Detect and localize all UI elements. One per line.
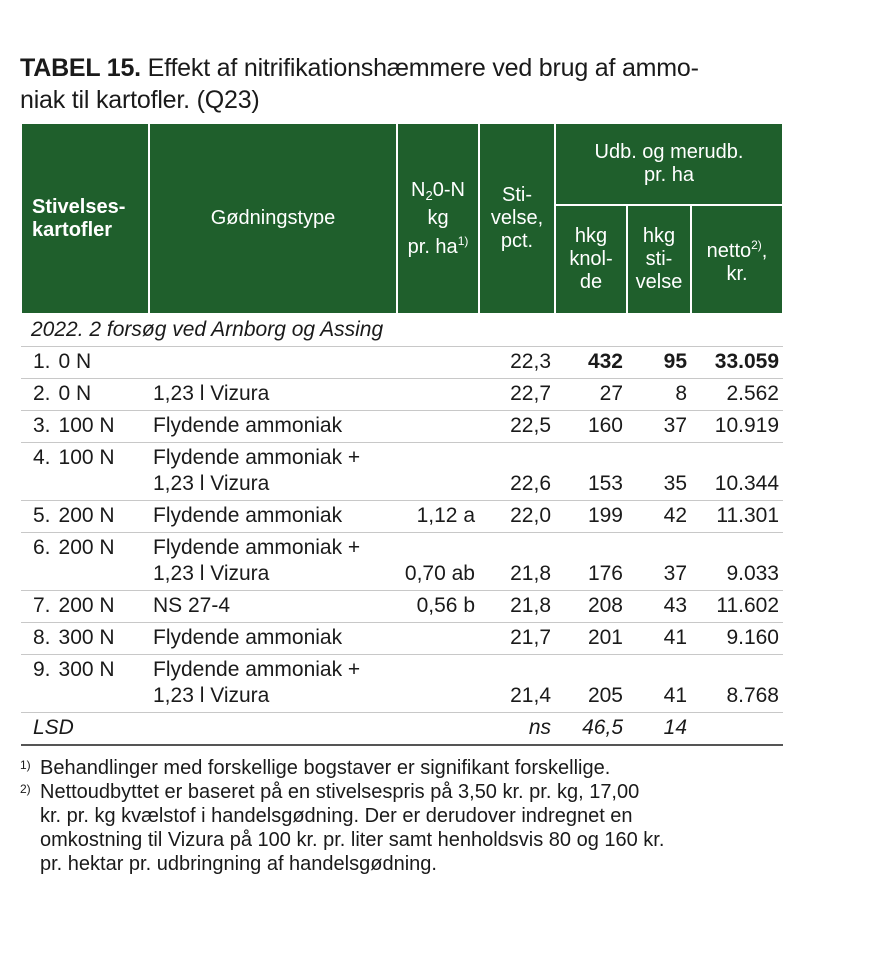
lsd-stivelse: ns: [479, 713, 555, 746]
header-stivelseskartofler: Stivelses- kartofler: [21, 123, 149, 314]
row-n-level: 200 N: [58, 594, 115, 617]
table-row: [21, 443, 783, 501]
row-godningstype: Flydende ammoniak: [149, 623, 397, 655]
table-row: [21, 379, 783, 411]
header-netto: [691, 205, 783, 314]
group-row: [21, 314, 783, 347]
row-n-level: 200 N: [58, 536, 115, 559]
row-netto: 10.919: [691, 411, 783, 443]
row-n-level: 100 N: [58, 414, 115, 437]
row-index: 5.: [33, 504, 51, 527]
row-n2o: 0,70 ab: [397, 533, 479, 591]
row-godningstype: Flydende ammoniak + 1,23 l Vizura: [149, 533, 397, 591]
row-index: 4.: [33, 446, 51, 469]
row-godningstype: Flydende ammoniak + 1,23 l Vizura: [149, 655, 397, 713]
lsd-netto: [691, 713, 783, 746]
footnote-mark: 2): [20, 782, 31, 796]
row-n2o: [397, 347, 479, 379]
row-treatment: [21, 591, 149, 623]
table-title: [20, 52, 782, 116]
footnote-text: Nettoudbyttet er baseret på en stivelsespris på 3,50 kr. pr. kg, 17,00 kr. pr. kg kvælstof i handelsgødning. Der er derudover indregnet en omkostning til Vizura på 100 kr. pr. liter samt henholdsvis 80 og 160 kr. pr. hektar pr. udbringning af handelsgødning.: [40, 781, 665, 875]
row-index: 6.: [33, 536, 51, 559]
row-stivelse: 22,3: [479, 347, 555, 379]
footnote: [20, 756, 782, 780]
row-hkg-stivelse: 95: [627, 347, 691, 379]
header-godningstype: Gødningstype: [149, 123, 397, 314]
header-n2o-pre: N: [411, 178, 426, 201]
lsd-row: [21, 713, 783, 746]
header-n2o-mid: 0-N kg pr. ha: [407, 178, 465, 258]
table-row: [21, 591, 783, 623]
row-godningstype: Flydende ammoniak + 1,23 l Vizura: [149, 443, 397, 501]
row-godningstype: Flydende ammoniak: [149, 501, 397, 533]
group-label: 2022. 2 forsøg ved Arnborg og Assing: [21, 314, 783, 347]
row-treatment: [21, 623, 149, 655]
row-stivelse: 22,6: [479, 443, 555, 501]
row-index: 8.: [33, 626, 51, 649]
table-row: [21, 533, 783, 591]
lsd-empty: [149, 713, 397, 746]
row-hkg-knolde: 176: [555, 533, 627, 591]
row-netto: 8.768: [691, 655, 783, 713]
row-hkg-knolde: 199: [555, 501, 627, 533]
row-hkg-stivelse: 35: [627, 443, 691, 501]
row-index: 1.: [33, 350, 51, 373]
data-table: [20, 122, 784, 746]
header-n2o-sup: 1): [457, 233, 469, 248]
table-row: [21, 623, 783, 655]
row-stivelse: 21,8: [479, 591, 555, 623]
table-body: [21, 314, 783, 745]
row-index: 7.: [33, 594, 51, 617]
row-index: 2.: [33, 382, 51, 405]
row-stivelse: 22,0: [479, 501, 555, 533]
header-stivelse: Sti- velse, pct.: [479, 123, 555, 314]
row-treatment: [21, 533, 149, 591]
row-n-level: 0 N: [58, 350, 92, 373]
table-row: [21, 411, 783, 443]
row-hkg-knolde: 201: [555, 623, 627, 655]
row-n-level: 300 N: [58, 626, 115, 649]
table-container: [20, 52, 782, 876]
row-hkg-stivelse: 43: [627, 591, 691, 623]
row-index: 9.: [33, 658, 51, 681]
row-hkg-stivelse: 37: [627, 533, 691, 591]
row-hkg-stivelse: 42: [627, 501, 691, 533]
row-n2o: [397, 655, 479, 713]
row-n-level: 0 N: [58, 382, 92, 405]
row-hkg-stivelse: 37: [627, 411, 691, 443]
row-hkg-knolde: 432: [555, 347, 627, 379]
row-n-level: 200 N: [58, 504, 115, 527]
row-hkg-stivelse: 41: [627, 623, 691, 655]
row-godningstype: 1,23 l Vizura: [149, 379, 397, 411]
row-godningstype: Flydende ammoniak: [149, 411, 397, 443]
row-hkg-knolde: 27: [555, 379, 627, 411]
row-hkg-knolde: 208: [555, 591, 627, 623]
row-treatment: [21, 411, 149, 443]
header-hkg-knolde: hkg knol- de: [555, 205, 627, 314]
row-hkg-knolde: 205: [555, 655, 627, 713]
row-netto: 10.344: [691, 443, 783, 501]
row-hkg-knolde: 160: [555, 411, 627, 443]
lsd-label: LSD: [21, 713, 149, 746]
row-n-level: 300 N: [58, 658, 115, 681]
row-treatment: [21, 655, 149, 713]
lsd-empty: [397, 713, 479, 746]
row-n2o: [397, 379, 479, 411]
row-n-level: 100 N: [58, 446, 115, 469]
header-netto-pre: netto: [706, 239, 752, 262]
footnote: [20, 780, 782, 876]
row-n2o: 1,12 a: [397, 501, 479, 533]
header-n2o-sub: 2: [425, 187, 433, 203]
table-title-text: Effekt af nitrifikationshæmmere ved brug af ammo- niak til kartofler. (Q23): [20, 54, 699, 114]
row-treatment: [21, 501, 149, 533]
header-n2o: [397, 123, 479, 314]
row-n2o: [397, 411, 479, 443]
row-stivelse: 21,4: [479, 655, 555, 713]
row-hkg-knolde: 153: [555, 443, 627, 501]
row-netto: 33.059: [691, 347, 783, 379]
row-treatment: [21, 347, 149, 379]
table-header: [21, 123, 783, 314]
lsd-hkg-knolde: 46,5: [555, 713, 627, 746]
row-treatment: [21, 379, 149, 411]
row-netto: 11.301: [691, 501, 783, 533]
row-stivelse: 22,7: [479, 379, 555, 411]
row-stivelse: 21,8: [479, 533, 555, 591]
table-row: [21, 655, 783, 713]
table-row: [21, 347, 783, 379]
row-stivelse: 22,5: [479, 411, 555, 443]
row-netto: 9.033: [691, 533, 783, 591]
row-hkg-stivelse: 41: [627, 655, 691, 713]
header-netto-post: , kr.: [726, 239, 768, 285]
row-godningstype: [149, 347, 397, 379]
row-n2o: [397, 623, 479, 655]
row-n2o: [397, 443, 479, 501]
row-hkg-stivelse: 8: [627, 379, 691, 411]
row-index: 3.: [33, 414, 51, 437]
table-row: [21, 501, 783, 533]
header-udbytte-group: Udb. og merudb. pr. ha: [555, 123, 783, 205]
row-stivelse: 21,7: [479, 623, 555, 655]
header-hkg-stivelse: hkg sti- velse: [627, 205, 691, 314]
row-netto: 9.160: [691, 623, 783, 655]
table-title-label: TABEL 15.: [20, 54, 141, 82]
row-godningstype: NS 27-4: [149, 591, 397, 623]
row-netto: 11.602: [691, 591, 783, 623]
footnote-mark: 1): [20, 758, 31, 772]
header-netto-sup: 2): [751, 237, 762, 252]
row-netto: 2.562: [691, 379, 783, 411]
row-treatment: [21, 443, 149, 501]
row-n2o: 0,56 b: [397, 591, 479, 623]
footnotes: [20, 756, 782, 876]
footnote-text: Behandlinger med forskellige bogstaver er signifikant forskellige.: [40, 757, 611, 779]
lsd-hkg-stivelse: 14: [627, 713, 691, 746]
